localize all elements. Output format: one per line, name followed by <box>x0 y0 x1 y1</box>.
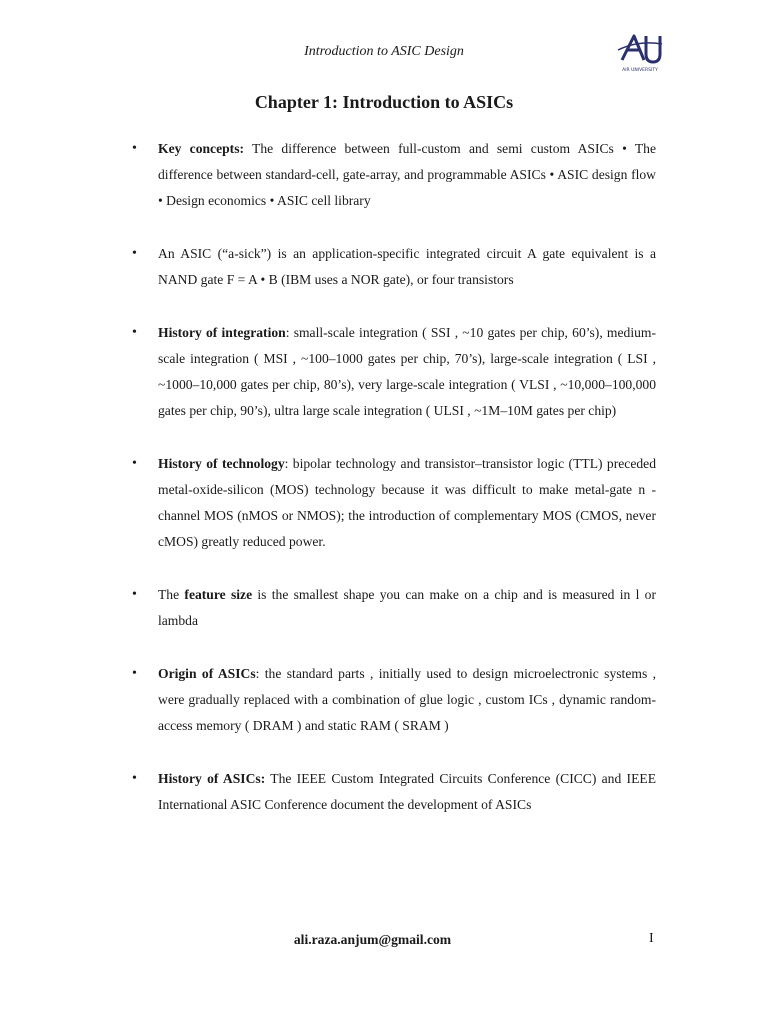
footer-email: ali.raza.anjum@gmail.com <box>293 932 452 947</box>
bullet-text: : bipolar technology and transistor–transistor logic (TTL) preceded metal-oxide-silicon (MOS) technology because it was difficult to make metal-gate n -channel MOS (nMOS or NMOS); the introduction of complementary MOS (CMOS, never cMOS) greatly reduced power. <box>158 456 656 549</box>
bullet-lead: Origin of ASICs <box>158 666 256 681</box>
logo-u-shape <box>646 36 660 62</box>
bullet-text: is the smallest shape you can make on a chip and is measured in l or lambda <box>158 587 656 628</box>
running-header: Introduction to ASIC Design <box>304 44 464 59</box>
bullet-lead: feature size <box>184 587 253 602</box>
bullet-lead: Key concepts: <box>158 141 245 156</box>
air-university-logo <box>616 30 664 74</box>
logo-subtext: AIR UNIVERSITY <box>622 68 658 73</box>
page-number: I <box>649 931 654 946</box>
bullet-text: An ASIC (“a-sick”) is an application-specific integrated circuit A gate equivalent is a NAND gate F = A • B (IBM uses a NOR gate), or four transistors <box>158 246 656 287</box>
bullet-history-asics <box>132 766 656 818</box>
bullet-text: The difference between full-custom and semi custom ASICs • The difference between standard-cell, gate-array, and programmable ASICs • ASIC design flow • Design economics • ASIC cell library <box>158 141 656 208</box>
bullet-lead: History of ASICs: <box>158 771 266 786</box>
bullet-feature-size <box>132 582 656 634</box>
bullet-text: The IEEE Custom Integrated Circuits Conference (CICC) and IEEE International ASIC Conference document the development of ASICs <box>158 771 656 812</box>
bullet-history-integration <box>132 320 656 424</box>
bullet-asic-definition <box>132 241 656 293</box>
bullet-origin-asics <box>132 661 656 739</box>
bullet-history-technology <box>132 451 656 555</box>
bullet-text: : the standard parts , initially used to design microelectronic systems , were gradually replaced with a combination of glue logic , custom ICs , dynamic random-access memory ( DRAM ) and static RAM ( SRAM ) <box>158 666 657 733</box>
bullet-lead: History of technology <box>158 456 285 471</box>
bullet-lead: History of integration <box>158 325 286 340</box>
logo-a-shape <box>622 36 644 60</box>
bullet-text: : small-scale integration ( SSI , ~10 gates per chip, 60’s), medium-scale integration ( MSI , ~100–1000 gates per chip, 70’s), large-scale integration ( LSI , ~1000–10,000 gates per chip, 80’s), very large-scale integration ( VLSI , ~10,000–100,000 gates per chip, 90’s), ultra large scale integration ( ULSI , ~1M–10M gates per chip) <box>158 325 657 418</box>
bullet-pre: The <box>158 587 185 602</box>
bullet-key-concepts <box>132 136 656 214</box>
chapter-title: Chapter 1: Introduction to ASICs <box>254 92 514 112</box>
bullet-list <box>132 136 656 818</box>
